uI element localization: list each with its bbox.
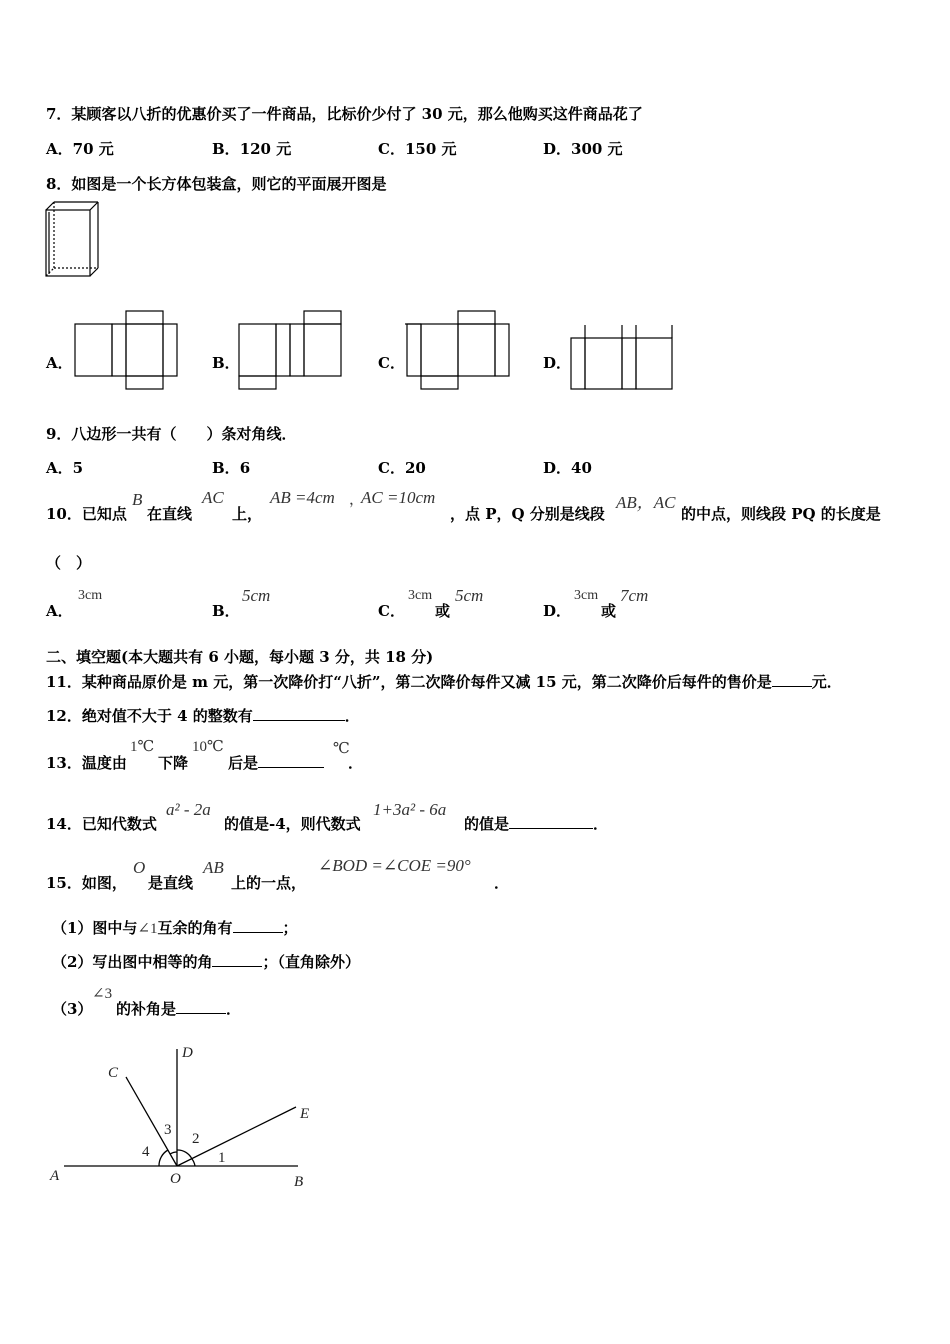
angle-label-2: 2	[192, 1131, 200, 1147]
label-b: B	[294, 1174, 304, 1190]
q9-option-a: A．5	[46, 459, 84, 477]
q15-sub3-answer-blank[interactable]	[176, 999, 226, 1014]
q10-part2: 在直线	[147, 505, 193, 523]
q15-sub2: （2）写出图中相等的角 ；（直角除外）	[52, 953, 360, 971]
q9-stem: 9．八边形一共有（ ）条对角线．	[46, 425, 297, 443]
q8-net-d	[570, 324, 676, 392]
q10-part5: 的中点，则线段 PQ 的长度是	[681, 505, 881, 523]
q7-option-b: B．120 元	[212, 140, 292, 158]
angle-arc-left	[159, 1150, 168, 1166]
q12-answer-blank[interactable]	[253, 706, 345, 721]
q14-expression-1: a² - 2a	[166, 800, 211, 819]
label-d: D	[182, 1045, 193, 1061]
q15-sub3-angle: ∠3	[92, 986, 113, 1002]
q13-end: ．	[348, 754, 364, 772]
q10-paren: （ ）	[46, 554, 92, 572]
label-o: O	[170, 1171, 181, 1187]
q7-option-a: A．70 元	[46, 140, 114, 158]
q7-option-d: D．300 元	[543, 140, 623, 158]
q10-segments: AB，AC	[616, 493, 676, 512]
q14-part2: 的值是-4，则代数式	[224, 815, 361, 833]
q10-option-b-value: 5cm	[242, 586, 271, 605]
q8-net-c	[404, 310, 516, 392]
q10-point-b: B	[132, 490, 143, 509]
q7-stem: 7．某顾客以八折的优惠价买了一件商品，比标价少付了 30 元，那么他购买这件商品花了	[46, 105, 643, 123]
q10-option-a-label: A．	[46, 602, 73, 620]
q11-answer-blank[interactable]	[772, 672, 812, 687]
angle-label-3: 3	[164, 1122, 172, 1138]
q10-comma: ，	[349, 492, 365, 508]
q10-option-c-value1: 3cm	[408, 588, 433, 603]
q15-condition: ∠BOD =∠COE =90°	[318, 856, 471, 875]
q8-net-b	[238, 310, 348, 392]
q15-line-ab: AB	[203, 858, 224, 877]
q10-condition-ab: AB =4cm	[270, 488, 335, 507]
q10-option-d-value1: 3cm	[574, 588, 599, 603]
label-e: E	[300, 1106, 310, 1122]
q10-condition-ac: AC =10cm	[361, 488, 436, 507]
angle-arc-top	[170, 1152, 177, 1154]
q15-sub1-angle: ∠1	[137, 921, 158, 937]
q10-option-a-value: 3cm	[78, 588, 103, 603]
q8-option-d-label: D．	[543, 354, 572, 372]
q9-option-b: B．6	[212, 459, 251, 477]
q13-part1: 13．温度由	[46, 754, 127, 772]
q11: 11．某种商品原价是 m 元，第一次降价打“八折”，第二次降价每件又减 15 元，第二次降价后每件的售价是 元．	[46, 673, 842, 691]
q13-temp-drop: 10℃	[192, 739, 224, 755]
q13-temp-start: 1℃	[130, 739, 155, 755]
q10-line-ac: AC	[202, 488, 224, 507]
cuboid-box-figure	[44, 200, 104, 280]
q15-sub3-label: （3）	[52, 1000, 93, 1018]
q15-sub3-text: 的补角是 ．	[116, 1000, 242, 1018]
q10-option-b-label: B．	[212, 602, 240, 620]
q15-end: ．	[494, 874, 510, 892]
q10-part4: ，点 P，Q 分别是线段	[450, 505, 605, 523]
q12: 12．绝对值不大于 4 的整数有 ．	[46, 707, 360, 725]
label-c: C	[108, 1065, 119, 1081]
q15-part1: 15．如图，	[46, 874, 127, 892]
q14-expression-2: 1+3a² - 6a	[373, 800, 447, 819]
q13-unit: ℃	[333, 741, 350, 757]
q15-sub1-answer-blank[interactable]	[233, 918, 283, 933]
q15-point-o: O	[133, 858, 146, 877]
q8-option-a-label: A．	[46, 354, 73, 372]
q8-option-c-label: C．	[378, 354, 405, 372]
q14-part3: 的值是 ．	[464, 815, 609, 833]
q13-part3: 后是	[228, 752, 324, 773]
q9-option-c: C．20	[378, 459, 426, 477]
angle-label-4: 4	[142, 1144, 150, 1160]
q10-option-c-or: 或	[435, 602, 451, 620]
angle-figure	[40, 1035, 330, 1195]
q15-part3: 上的一点，	[231, 874, 307, 892]
q10-option-d-label: D．	[543, 602, 572, 620]
angle-arc-right-1	[177, 1150, 192, 1159]
q7-option-c: C．150 元	[378, 140, 457, 158]
label-a: A	[50, 1168, 60, 1184]
q8-net-a	[74, 310, 184, 392]
q9-option-d: D．40	[543, 459, 592, 477]
q8-option-b-label: B．	[212, 354, 240, 372]
q8-stem: 8．如图是一个长方体包装盒，则它的平面展开图是	[46, 175, 387, 193]
angle-arc-right-2	[192, 1159, 195, 1166]
q10-option-d-value2: 7cm	[620, 586, 649, 605]
q13-answer-blank[interactable]	[258, 753, 324, 768]
q14-part1: 14．已知代数式	[46, 815, 157, 833]
angle-label-1: 1	[218, 1150, 226, 1166]
q10-part1: 10．已知点	[46, 505, 127, 523]
q14-answer-blank[interactable]	[509, 814, 593, 829]
q15-part2: 是直线	[148, 874, 194, 892]
q10-option-c-label: C．	[378, 602, 405, 620]
section-2-title: 二、填空题(本大题共有 6 小题，每小题 3 分，共 18 分)	[46, 648, 434, 666]
q10-option-c-value2: 5cm	[455, 586, 484, 605]
q15-sub2-answer-blank[interactable]	[212, 952, 262, 967]
q13-part2: 下降	[158, 754, 189, 772]
q15-sub1: （1）图中与∠1互余的角有 ；	[52, 919, 298, 937]
q10-part3: 上，	[232, 505, 263, 523]
q10-option-d-or: 或	[601, 602, 617, 620]
